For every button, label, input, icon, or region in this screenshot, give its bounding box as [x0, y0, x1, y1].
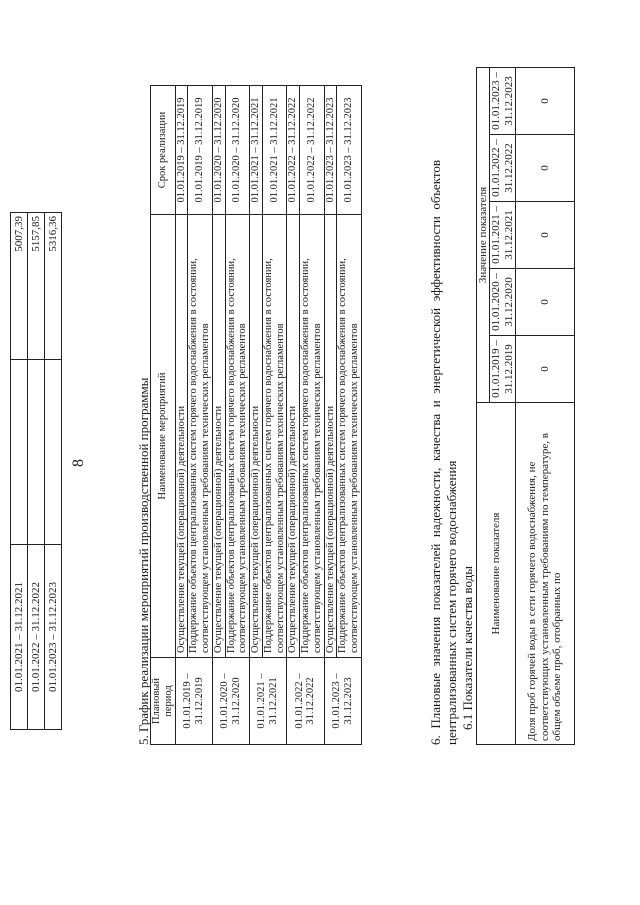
table-row: [324, 86, 337, 745]
measure-term: 01.01.2022 – 31.12.2022: [287, 86, 300, 215]
plan-period: 01.01.2023 – 31.12.2023: [324, 658, 361, 745]
table-header-row: [151, 86, 176, 745]
indicator-value: 0: [515, 202, 574, 269]
header-term: Срок реализации: [151, 86, 176, 215]
period-header: 01.01.2022 – 31.12.2022: [490, 135, 516, 202]
quality-table: [476, 67, 575, 745]
summary-period: 01.01.2021 – 31.12.2021: [11, 545, 28, 730]
indicator-value: 0: [515, 269, 574, 336]
measure-term: 01.01.2019 – 31.12.2019: [188, 86, 213, 215]
period-header: 01.01.2020 – 31.12.2020: [490, 269, 516, 336]
summary-value: 5007,39: [11, 213, 28, 360]
summary-value: 5316,36: [45, 213, 62, 360]
header-period: Плановый период: [151, 658, 176, 745]
plan-period: 01.01.2021 – 31.12.2021: [250, 658, 287, 745]
indicator-name: Доля проб горячей воды в сети горячего водоснабжения, не соответствующих установленным требованиям по температуре, в общем объеме проб, отобранных по: [515, 403, 574, 745]
measure-name: Осуществление текущей (операционной) деятельности: [287, 215, 300, 658]
measure-name: Поддержание объектов централизованных систем горячего водоснабжения в состоянии, соответствующем установленным требованиям технических регламентов: [262, 215, 287, 658]
section-5-title: 5. График реализации мероприятий производственной программы: [136, 377, 151, 745]
measure-name: Осуществление текущей (операционной) деятельности: [324, 215, 337, 658]
measure-term: 01.01.2023 – 31.12.2023: [324, 86, 337, 215]
plan-period: 01.01.2022 – 31.12.2022: [287, 658, 324, 745]
measure-term: 01.01.2020 – 31.12.2020: [225, 86, 250, 215]
header-indicator-value: Значение показателя: [477, 68, 490, 403]
table-row: [212, 86, 225, 745]
measure-name: Осуществление текущей (операционной) деятельности: [212, 215, 225, 658]
table-row: [262, 86, 287, 745]
section-6-1-subtitle: 6.1 Показатели качества воды: [460, 566, 475, 730]
measure-name: Поддержание объектов централизованных систем горячего водоснабжения в состоянии, соответствующем установленным требованиям технических регламентов: [337, 215, 362, 658]
measure-term: 01.01.2023 – 31.12.2023: [337, 86, 362, 215]
indicator-value: 0: [515, 68, 574, 135]
table-row: [11, 213, 28, 730]
period-header: 01.01.2019 – 31.12.2019: [490, 336, 516, 403]
measure-name: Поддержание объектов централизованных систем горячего водоснабжения в состоянии, соответствующем установленным требованиям технических регламентов: [300, 215, 325, 658]
measure-name: Осуществление текущей (операционной) деятельности: [250, 215, 263, 658]
table-row: [225, 86, 250, 745]
table-row: [188, 86, 213, 745]
table-row: [287, 86, 300, 745]
table-row: [28, 213, 45, 730]
page-number: 8: [70, 459, 87, 467]
indicator-value: 0: [515, 336, 574, 403]
measure-name: Поддержание объектов централизованных систем горячего водоснабжения в состоянии, соответствующем установленным требованиям технических регламентов: [188, 215, 213, 658]
summary-period: 01.01.2023 – 31.12.2023: [45, 545, 62, 730]
table-row: [337, 86, 362, 745]
period-header: 01.01.2023 – 31.12.2023: [490, 68, 516, 135]
table-row: [250, 86, 263, 745]
table-row: [175, 86, 188, 745]
indicator-value: 0: [515, 135, 574, 202]
measure-term: 01.01.2020 – 31.12.2020: [212, 86, 225, 215]
summary-table: [10, 212, 62, 730]
section-6-title: 6. Плановые значения показателей надежности, качества и энергетической эффективности объектов централизованных систем горячего водоснабжения: [428, 160, 460, 745]
measure-term: 01.01.2019 – 31.12.2019: [175, 86, 188, 215]
table-header-row: [477, 68, 490, 745]
plan-period: 01.01.2020 – 31.12.2020: [212, 658, 249, 745]
measure-term: 01.01.2021 – 31.12.2021: [250, 86, 263, 215]
summary-period: 01.01.2022 – 31.12.2022: [28, 545, 45, 730]
table-row: [515, 68, 574, 745]
table-row: [300, 86, 325, 745]
summary-value: 5157,85: [28, 213, 45, 360]
period-header: 01.01.2021 – 31.12.2021: [490, 202, 516, 269]
table-row: [45, 213, 62, 730]
header-measures: Наименование мероприятий: [151, 215, 176, 658]
measure-term: 01.01.2022 – 31.12.2022: [300, 86, 325, 215]
header-indicator-name: Наименование показателя: [477, 403, 516, 745]
measure-name: Осуществление текущей (операционной) деятельности: [175, 215, 188, 658]
plan-period: 01.01.2019 – 31.12.2019: [175, 658, 212, 745]
measure-name: Поддержание объектов централизованных систем горячего водоснабжения в состоянии, соответствующем установленным требованиям технических регламентов: [225, 215, 250, 658]
measure-term: 01.01.2021 – 31.12.2021: [262, 86, 287, 215]
schedule-table: [150, 85, 362, 745]
